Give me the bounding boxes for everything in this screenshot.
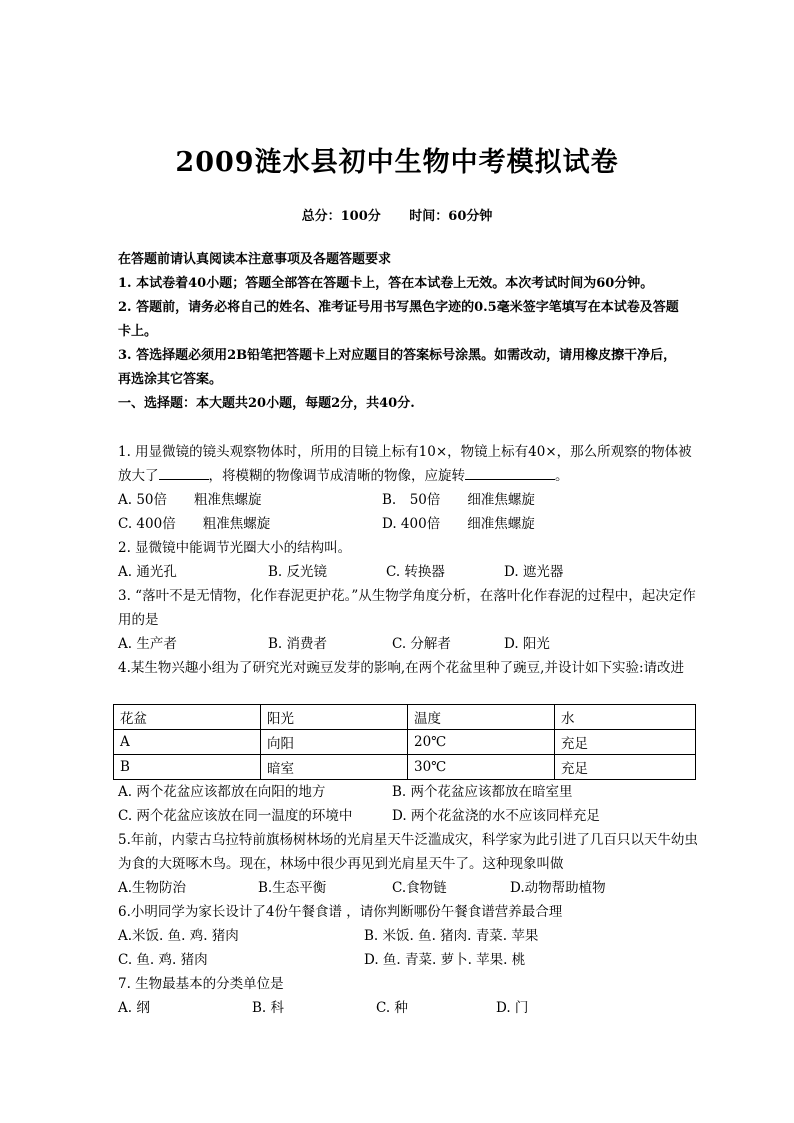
question-1-text: 1. 用显微镜的镜头观察物体时，所用的目镜上标有10×，物镜上标有40×，那么所观察的物体被放大了 ，将模糊的物像调节成清晰的物像，应旋转 。	[118, 444, 692, 484]
option-b: B. 两个花盆应该都放在暗室里	[392, 784, 573, 800]
question-3	[118, 584, 698, 656]
option-c: C. 400倍 粗准焦螺旋	[118, 516, 271, 532]
question-3-text: 3. “落叶不是无情物，化作春泥更护花。”从生物学角度分析，在落叶化作春泥的过程中，起决定作用的是	[118, 588, 696, 628]
option-a: A.生物防治	[118, 880, 187, 896]
question-5-text: 5.年前，内蒙古乌拉特前旗杨树林场的光肩星天牛泛滥成灾，科学家为此引进了几百只以天牛幼虫为食的大斑啄木鸟。现在，林场中很少再见到光肩星天牛了。这种现象叫做	[118, 832, 698, 872]
option-d: D. 两个花盆浇的水不应该同样充足	[392, 808, 600, 824]
table-header-cell: 花盆	[114, 705, 261, 730]
question-2-options	[118, 560, 698, 584]
option-d: D. 门	[496, 1000, 529, 1016]
instruction-1: 1. 本试卷着40小题；答题全部答在答题卡上，答在本试卷上无效。本次考试时间为60分钟。	[118, 276, 654, 291]
question-6-text: 6.小明同学为家长设计了4份午餐食谱 ，请你判断哪份午餐食谱营养最合理	[118, 904, 563, 920]
table-cell: 20℃	[408, 730, 555, 755]
section-heading: 一、选择题：本大题共20小题，每题2分，共40分.	[118, 396, 415, 411]
total-score: 总分：100分	[301, 209, 381, 224]
question-7-options	[118, 996, 698, 1020]
option-d: D. 400倍 细准焦螺旋	[382, 516, 535, 532]
option-b: B. 反光镜	[268, 564, 328, 580]
question-2	[118, 536, 698, 584]
table-cell: 充足	[555, 755, 696, 780]
option-b: B. 科	[252, 1000, 285, 1016]
instructions	[118, 248, 680, 416]
question-4	[118, 656, 698, 680]
answer-blank	[159, 465, 209, 480]
option-a: A. 通光孔	[118, 564, 177, 580]
question-1-options	[118, 488, 698, 512]
option-c: C.食物链	[392, 880, 447, 896]
option-c: C. 种	[376, 1000, 408, 1016]
question-1-options	[118, 512, 698, 536]
option-b: B.生态平衡	[258, 880, 327, 896]
question-7	[118, 972, 698, 1020]
table-cell: 充足	[555, 730, 696, 755]
question-5-options	[118, 876, 698, 900]
table-header-cell: 温度	[408, 705, 555, 730]
question-1	[118, 440, 698, 536]
option-b: B. 消费者	[268, 636, 328, 652]
table-row	[114, 755, 696, 780]
option-c: C. 分解者	[392, 636, 451, 652]
exam-meta	[0, 205, 794, 224]
instruction-2: 2. 答题前，请务必将自己的姓名、准考证号用书写黑色字迹的0.5毫米签字笔填写在本试卷及答题卡上。	[118, 300, 679, 339]
table-cell: B	[114, 755, 261, 780]
question-6-options	[118, 924, 698, 948]
option-c: C. 转换器	[386, 564, 445, 580]
page-title: 2009涟水县初中生物中考模拟试卷	[175, 147, 619, 178]
table-cell: 向阳	[261, 730, 408, 755]
option-d: D. 遮光器	[504, 564, 564, 580]
table-header-cell: 阳光	[261, 705, 408, 730]
option-d: D. 阳光	[504, 636, 550, 652]
table-cell: A	[114, 730, 261, 755]
question-4-options	[118, 780, 698, 828]
option-a: A. 纲	[118, 1000, 150, 1016]
question-3-options	[118, 632, 698, 656]
option-a: A.米饭. 鱼. 鸡. 猪肉	[118, 928, 239, 944]
option-a: A. 两个花盆应该都放在向阳的地方	[118, 784, 326, 800]
instruction-heading: 在答题前请认真阅读本注意事项及各题答题要求	[118, 252, 392, 267]
table-header-cell: 水	[555, 705, 696, 730]
table-cell: 30℃	[408, 755, 555, 780]
table-row	[114, 730, 696, 755]
experiment-table	[113, 704, 696, 780]
question-6-options	[118, 948, 698, 972]
option-d: D. 鱼. 青菜. 萝卜. 苹果. 桃	[364, 952, 526, 968]
table-header-row	[114, 705, 696, 730]
option-a: A. 50倍 粗准焦螺旋	[118, 492, 262, 508]
answer-blank	[465, 465, 555, 480]
option-c: C. 鱼. 鸡. 猪肉	[118, 952, 208, 968]
option-c: C. 两个花盆应该放在同一温度的环境中	[118, 808, 353, 824]
question-4-text: 4.某生物兴趣小组为了研究光对豌豆发芽的影响,在两个花盆里种了豌豆,并设计如下实验:请改进	[118, 660, 685, 676]
option-b: B. 米饭. 鱼. 猪肉. 青菜. 苹果	[364, 928, 539, 944]
question-2-text: 2. 显微镜中能调节光圈大小的结构叫。	[118, 540, 352, 556]
table-cell: 暗室	[261, 755, 408, 780]
option-b: B. 50倍 细准焦螺旋	[382, 492, 535, 508]
exam-time: 时间：60分钟	[409, 209, 493, 224]
instruction-3: 3. 答选择题必须用2B铅笔把答题卡上对应题目的答案标号涂黑。如需改动，请用橡皮擦干净后，再选涂其它答案。	[118, 348, 677, 387]
option-d: D.动物帮助植物	[510, 880, 606, 896]
question-6	[118, 900, 698, 972]
option-a: A. 生产者	[118, 636, 177, 652]
question-5	[118, 828, 698, 900]
question-7-text: 7. 生物最基本的分类单位是	[118, 976, 284, 992]
